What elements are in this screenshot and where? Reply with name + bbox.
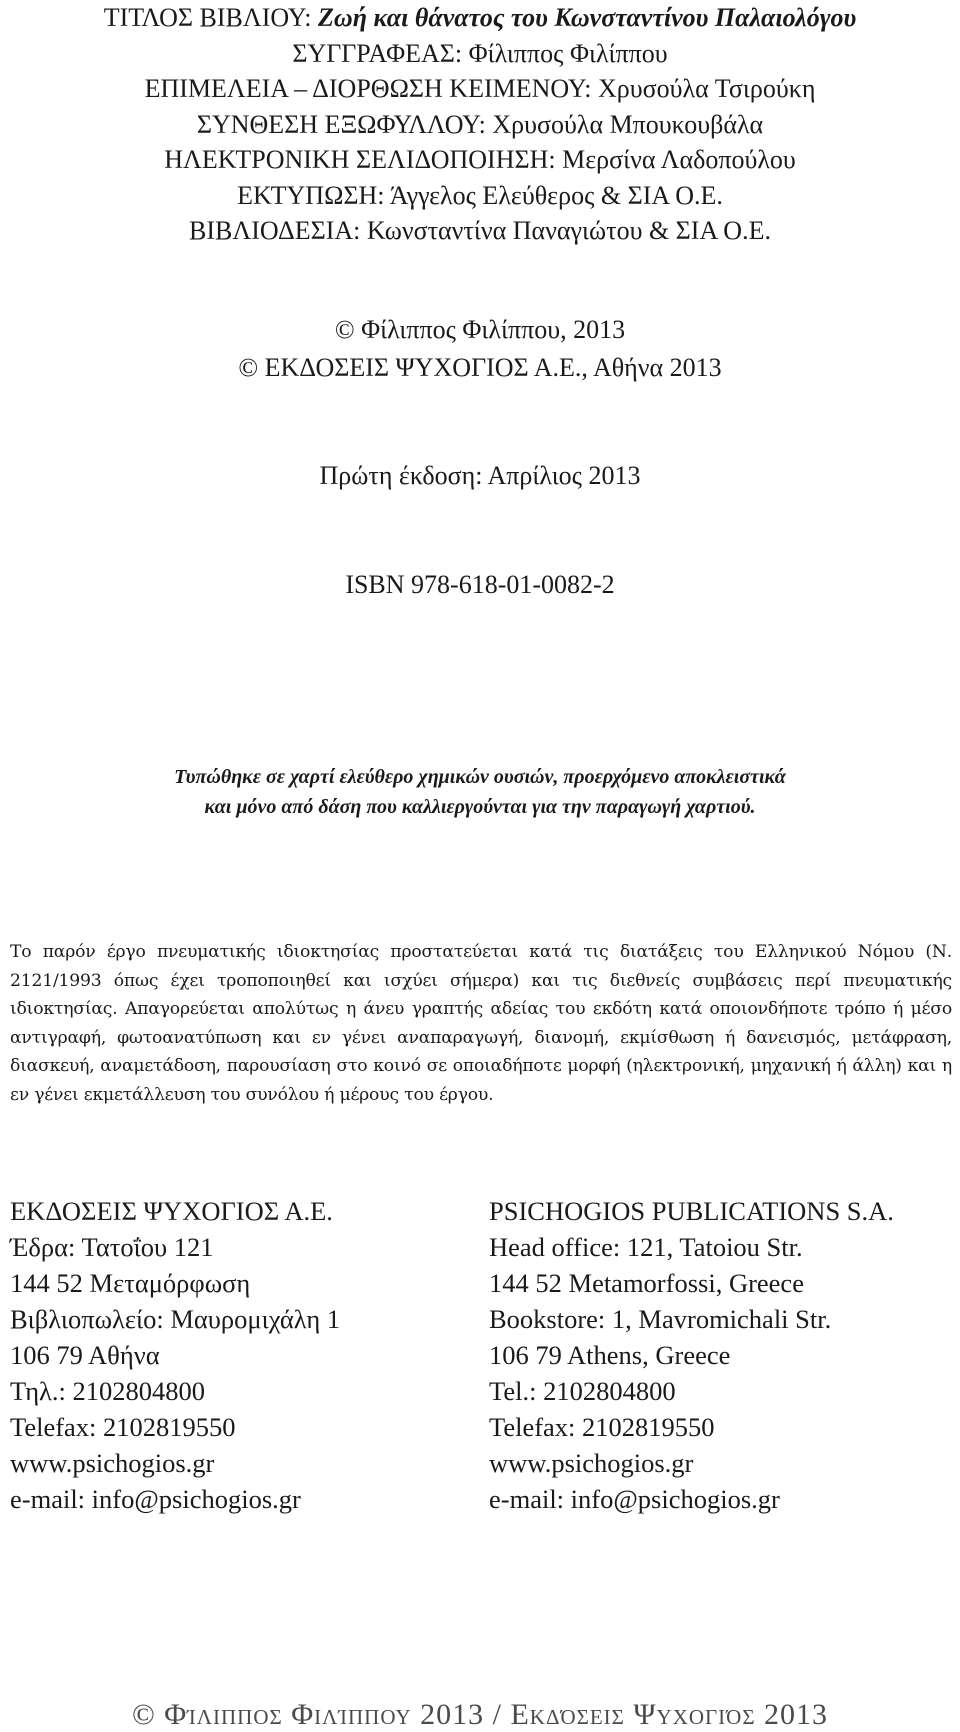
greek-postcode-city: 144 52 Μεταμόρφωση: [10, 1268, 251, 1298]
paper-note: [0, 762, 960, 822]
isbn-line: ISBN 978-618-01-0082-2: [345, 570, 615, 599]
typesetting-line: ΗΛΕΚΤΡΟΝΙΚΗ ΣΕΛΙΔΟΠΟΙΗΣΗ: Μερσίνα Λαδοπούλου: [164, 145, 796, 174]
book-title-label: ΤΙΤΛΟΣ ΒΙΒΛΙΟΥ:: [103, 3, 319, 32]
copyright-block: [0, 311, 960, 387]
author-copyright: © Φίλιππος Φιλίππου, 2013: [334, 315, 626, 344]
cover-design-line: ΣΥΝΘΕΣΗ ΕΞΩΦΥΛΛΟΥ: Χρυσούλα Μπουκουβάλα: [196, 109, 764, 139]
greek-publisher-name: ΕΚΔΟΣΕΙΣ ΨΥΧΟΓΙΟΣ Α.Ε.: [10, 1196, 333, 1226]
printing-line: ΕΚΤΥΠΩΣΗ: Άγγελος Ελεύθερος & ΣΙΑ Ο.Ε.: [237, 180, 723, 210]
english-head-office: Head office: 121, Tatoiou Str.: [489, 1232, 803, 1262]
legal-notice: Το παρόν έργο πνευματικής ιδιοκτησίας προστατεύεται κατά τις διατάξεις του Ελληνικού Νόμου (Ν. 2121/1993 όπως έχει τροποποιηθεί και ισχύει σήμερα) και τις διεθνείς συμβάσεις περί πνευματικής ιδιοκτησίας. Απαγορεύεται απολύτως η άνευ γραπτής αδείας του εκδότη κατά οποιονδήποτε τρόπο ή μέσο αντιγραφή, φωτοανατύπωση και εν γένει αναπαραγωγή, διανομή, εκμίσθωση ή δανεισμός, μετάφραση, διασκευή, αναμετάδοση, παρουσίαση στο κοινό σε οποιαδήποτε μορφή (ηλεκτρονική, μηχανική ή άλλη) και η εν γένει εκμετάλλευση του συνόλου ή μέρους του έργου.: [10, 942, 952, 1105]
english-website: www.psichogios.gr: [489, 1448, 694, 1478]
greek-phone: Τηλ.: 2102804800: [10, 1376, 206, 1406]
english-bookstore-city: 106 79 Athens, Greece: [489, 1340, 731, 1370]
footer-copyright: © Φίλιππος Φιλίππου 2013 / Εκδόσεις Ψυχογιός 2013: [131, 1698, 829, 1731]
book-title-value: Ζωή και θάνατος του Κωνσταντίνου Παλαιολόγου: [318, 3, 857, 32]
publisher-copyright: © ΕΚΔΟΣΕΙΣ ΨΥΧΟΓΙΟΣ Α.Ε., Αθήνα 2013: [238, 353, 722, 382]
greek-address-block: [10, 1193, 340, 1517]
greek-website: www.psichogios.gr: [10, 1448, 215, 1478]
credits-block: [0, 0, 960, 249]
author-line: ΣΥΓΓΡΑΦΕΑΣ: Φίλιππος Φιλίππου: [292, 38, 668, 68]
english-bookstore: Bookstore: 1, Mavromichali Str.: [489, 1304, 832, 1334]
greek-head-office: Έδρα: Τατοΐου 121: [10, 1232, 214, 1262]
english-email: e-mail: info@psichogios.gr: [489, 1484, 780, 1514]
greek-bookstore-city: 106 79 Αθήνα: [10, 1340, 160, 1370]
editing-line: ΕΠΙΜΕΛΕΙΑ – ΔΙΟΡΘΩΣΗ ΚΕΙΜΕΝΟΥ: Χρυσούλα Τσιρούκη: [144, 74, 816, 103]
edition-line: Πρώτη έκδοση: Απρίλιος 2013: [319, 461, 641, 490]
english-telefax: Telefax: 2102819550: [489, 1412, 715, 1442]
english-address-block: [489, 1193, 894, 1517]
greek-telefax: Telefax: 2102819550: [10, 1412, 236, 1442]
paper-note-line-2: και μόνο από δάση που καλλιεργούνται για την παραγωγή χαρτιού.: [204, 796, 756, 818]
binding-line: ΒΙΒΛΙΟΔΕΣΙΑ: Κωνσταντίνα Παναγιώτου & ΣΙΑ Ο.Ε.: [189, 216, 771, 245]
greek-email: e-mail: info@psichogios.gr: [10, 1484, 301, 1514]
greek-bookstore: Βιβλιοπωλείο: Μαυρομιχάλη 1: [10, 1304, 341, 1334]
paper-note-line-1: Τυπώθηκε σε χαρτί ελεύθερο χημικών ουσιών, προερχόμενο αποκλειστικά: [174, 766, 786, 788]
book-title-line: [0, 0, 960, 36]
english-phone: Tel.: 2102804800: [489, 1376, 676, 1406]
english-postcode-city: 144 52 Metamorfossi, Greece: [489, 1268, 804, 1298]
english-publisher-name: PSICHOGIOS PUBLICATIONS S.A.: [489, 1196, 894, 1226]
